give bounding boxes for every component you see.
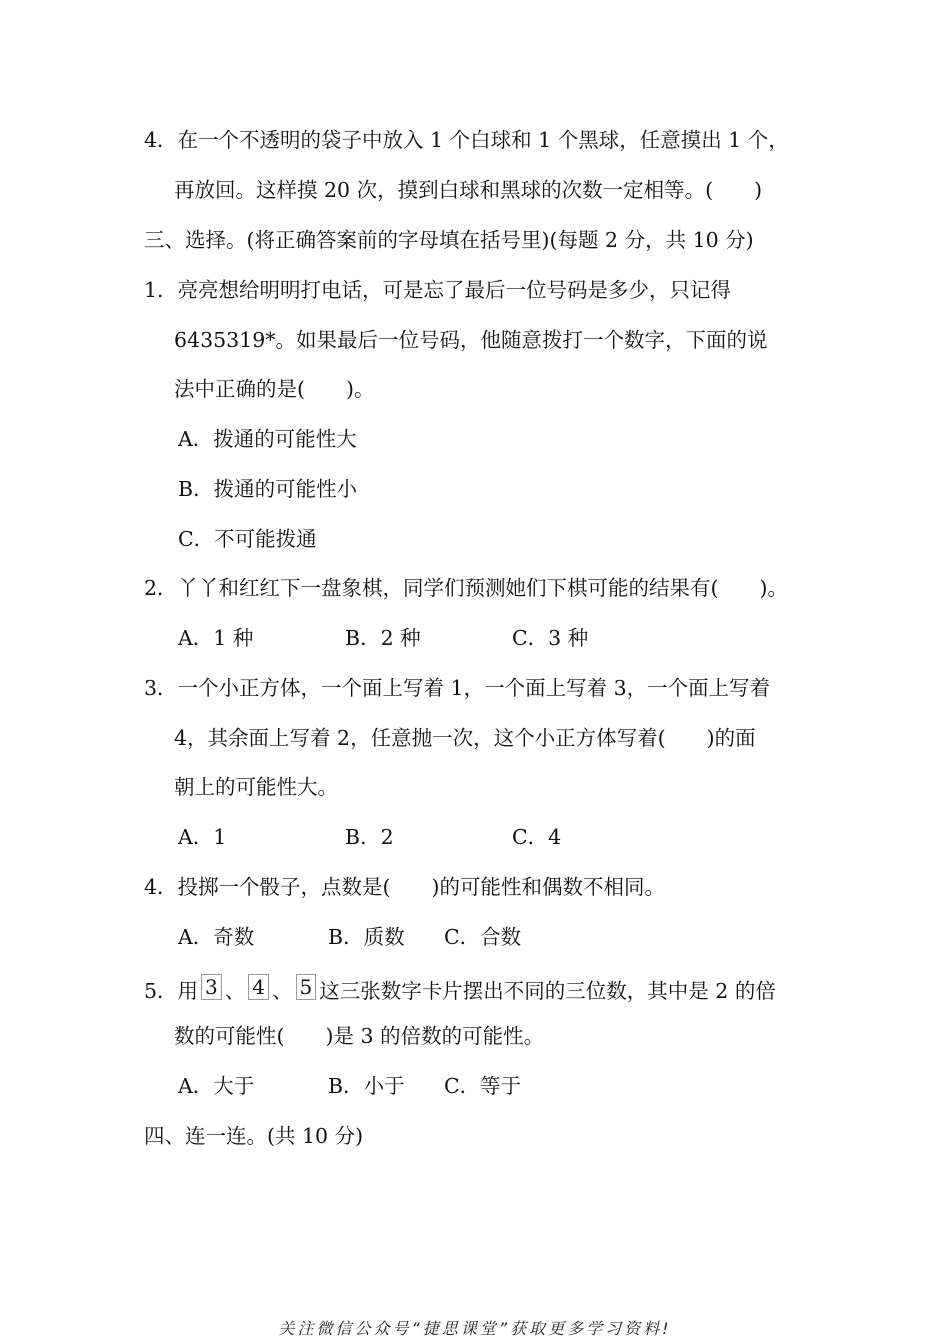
choice-q1-option-c: C．不可能拨通 (178, 527, 317, 551)
choice-q1-line2: 6435319*。如果最后一位号码，他随意拨打一个数字，下面的说 (174, 328, 768, 352)
choice-q3-option-a: A．1 (178, 825, 227, 849)
choice-q5-option-a: A．大于 (178, 1074, 255, 1098)
choice-q2-option-b: B．2 种 (345, 626, 421, 650)
choice-q2-line1: 2．丫丫和红红下一盘象棋，同学们预测她们下棋可能的结果有( )。 (144, 576, 789, 600)
q5-prefix: 5．用 (144, 979, 199, 1003)
choice-q1-option-b: B．拨通的可能性小 (178, 477, 358, 501)
q5-suffix: 这三张数字卡片摆出不同的三位数，其中是 2 的倍 (319, 979, 776, 1003)
q5-separator: 、 (272, 979, 293, 1003)
choice-q4-option-c: C．合数 (444, 925, 522, 949)
choice-q5-line1 (144, 976, 776, 1006)
judge-q4-line1: 4．在一个不透明的袋子中放入 1 个白球和 1 个黑球，任意摸出 1 个， (144, 128, 789, 152)
number-card-5: 5 (296, 974, 317, 1000)
choice-q3-option-b: B．2 (345, 825, 394, 849)
choice-q3-option-c: C．4 (512, 825, 562, 849)
q5-separator: 、 (224, 979, 246, 1003)
choice-q2-option-c: C．3 种 (512, 626, 589, 650)
choice-q1-option-a: A．拨通的可能性大 (178, 427, 357, 451)
footer-promo: 关注微信公众号“捷思课堂”获取更多学习资料! (278, 1319, 672, 1338)
choice-q5-option-b: B．小于 (328, 1074, 405, 1098)
choice-q1-line1: 1．亮亮想给明明打电话，可是忘了最后一位号码是多少，只记得 (144, 278, 732, 302)
section3-heading: 三、选择。(将正确答案前的字母填在括号里)(每题 2 分，共 10 分) (144, 228, 754, 252)
choice-q4-option-b: B．质数 (328, 925, 405, 949)
choice-q3-line3: 朝上的可能性大。 (174, 775, 338, 799)
choice-q4-option-a: A．奇数 (178, 925, 255, 949)
choice-q3-line1: 3．一个小正方体，一个面上写着 1，一个面上写着 3，一个面上写着 (144, 676, 771, 700)
choice-q2-option-a: A．1 种 (178, 626, 254, 650)
choice-q5-line2: 数的可能性( )是 3 的倍数的可能性。 (174, 1024, 545, 1048)
judge-q4-line2: 再放回。这样摸 20 次，摸到白球和黑球的次数一定相等。( ) (174, 178, 763, 202)
choice-q1-line3: 法中正确的是( )。 (174, 377, 375, 401)
choice-q4-line1: 4．投掷一个骰子，点数是( )的可能性和偶数不相同。 (144, 875, 666, 899)
section4-heading: 四、连一连。(共 10 分) (144, 1124, 364, 1148)
number-card-3: 3 (201, 974, 222, 1000)
choice-q3-line2: 4，其余面上写着 2，任意抛一次，这个小正方体写着( )的面 (174, 726, 756, 750)
number-card-4: 4 (248, 974, 269, 1000)
choice-q5-option-c: C．等于 (444, 1074, 522, 1098)
